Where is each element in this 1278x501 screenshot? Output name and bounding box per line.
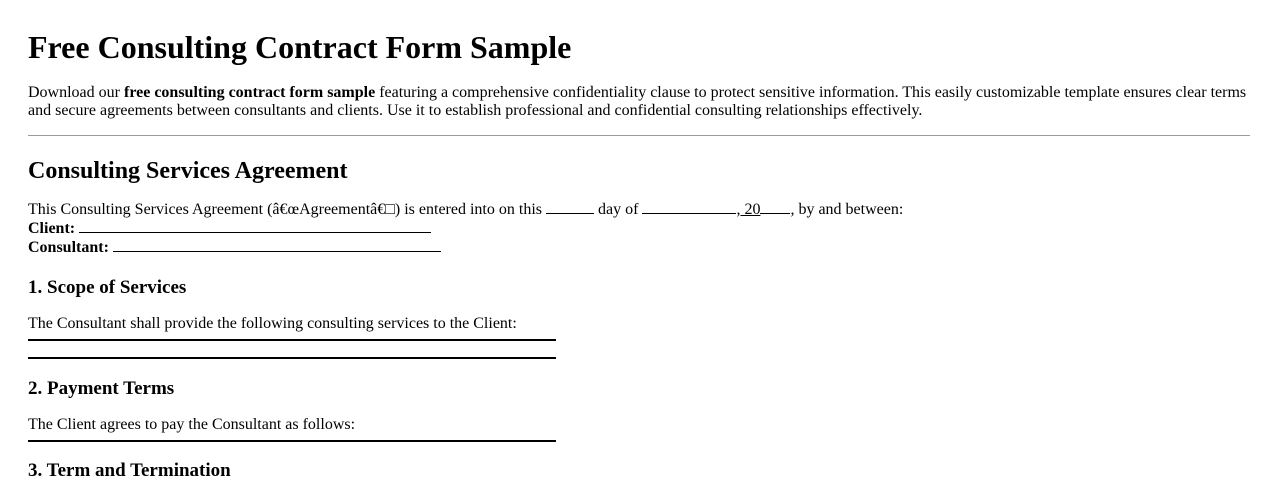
consultant-blank[interactable] [113, 238, 441, 252]
intro-text-before: Download our [28, 84, 124, 101]
agreement-heading: Consulting Services Agreement [28, 158, 348, 184]
consultant-row [28, 238, 1250, 257]
client-label: Client: [28, 220, 76, 237]
agreement-closing-text: , by and between: [790, 201, 904, 218]
agreement-opening-text: This Consulting Services Agreement (â€œAgreementâ€□) is entered into on this [28, 201, 546, 218]
consultant-label: Consultant: [28, 239, 109, 256]
scope-text: The Consultant shall provide the following consulting services to the Client: [28, 315, 517, 332]
client-blank[interactable] [79, 219, 431, 233]
agreement-intro [28, 185, 1250, 257]
day-blank[interactable] [546, 200, 594, 214]
scope-blank-line-1[interactable] [28, 339, 556, 341]
month-blank[interactable] [642, 200, 736, 214]
intro-bold-text: free consulting contract form sample [123, 84, 376, 101]
payment-text: The Client agrees to pay the Consultant as follows: [28, 416, 356, 433]
section-heading-payment: 2. Payment Terms [28, 378, 175, 399]
day-of-text: day of [594, 201, 643, 218]
year-blank[interactable] [760, 200, 790, 214]
year-prefix: , 20 [736, 201, 761, 218]
section-heading-term: 3. Term and Termination [28, 460, 231, 481]
section-heading-scope: 1. Scope of Services [28, 277, 187, 298]
intro-text-after: featuring a comprehensive confidentiality clause to protect sensitive information. This easily customizable template ensures clear terms and secure agreements between consultants and clients. Use it to establish professional and confidential consulting relationships effectively. [28, 84, 1247, 119]
intro-paragraph [28, 66, 1250, 120]
client-row [28, 219, 1250, 238]
page-title: Free Consulting Contract Form Sample [28, 29, 572, 65]
